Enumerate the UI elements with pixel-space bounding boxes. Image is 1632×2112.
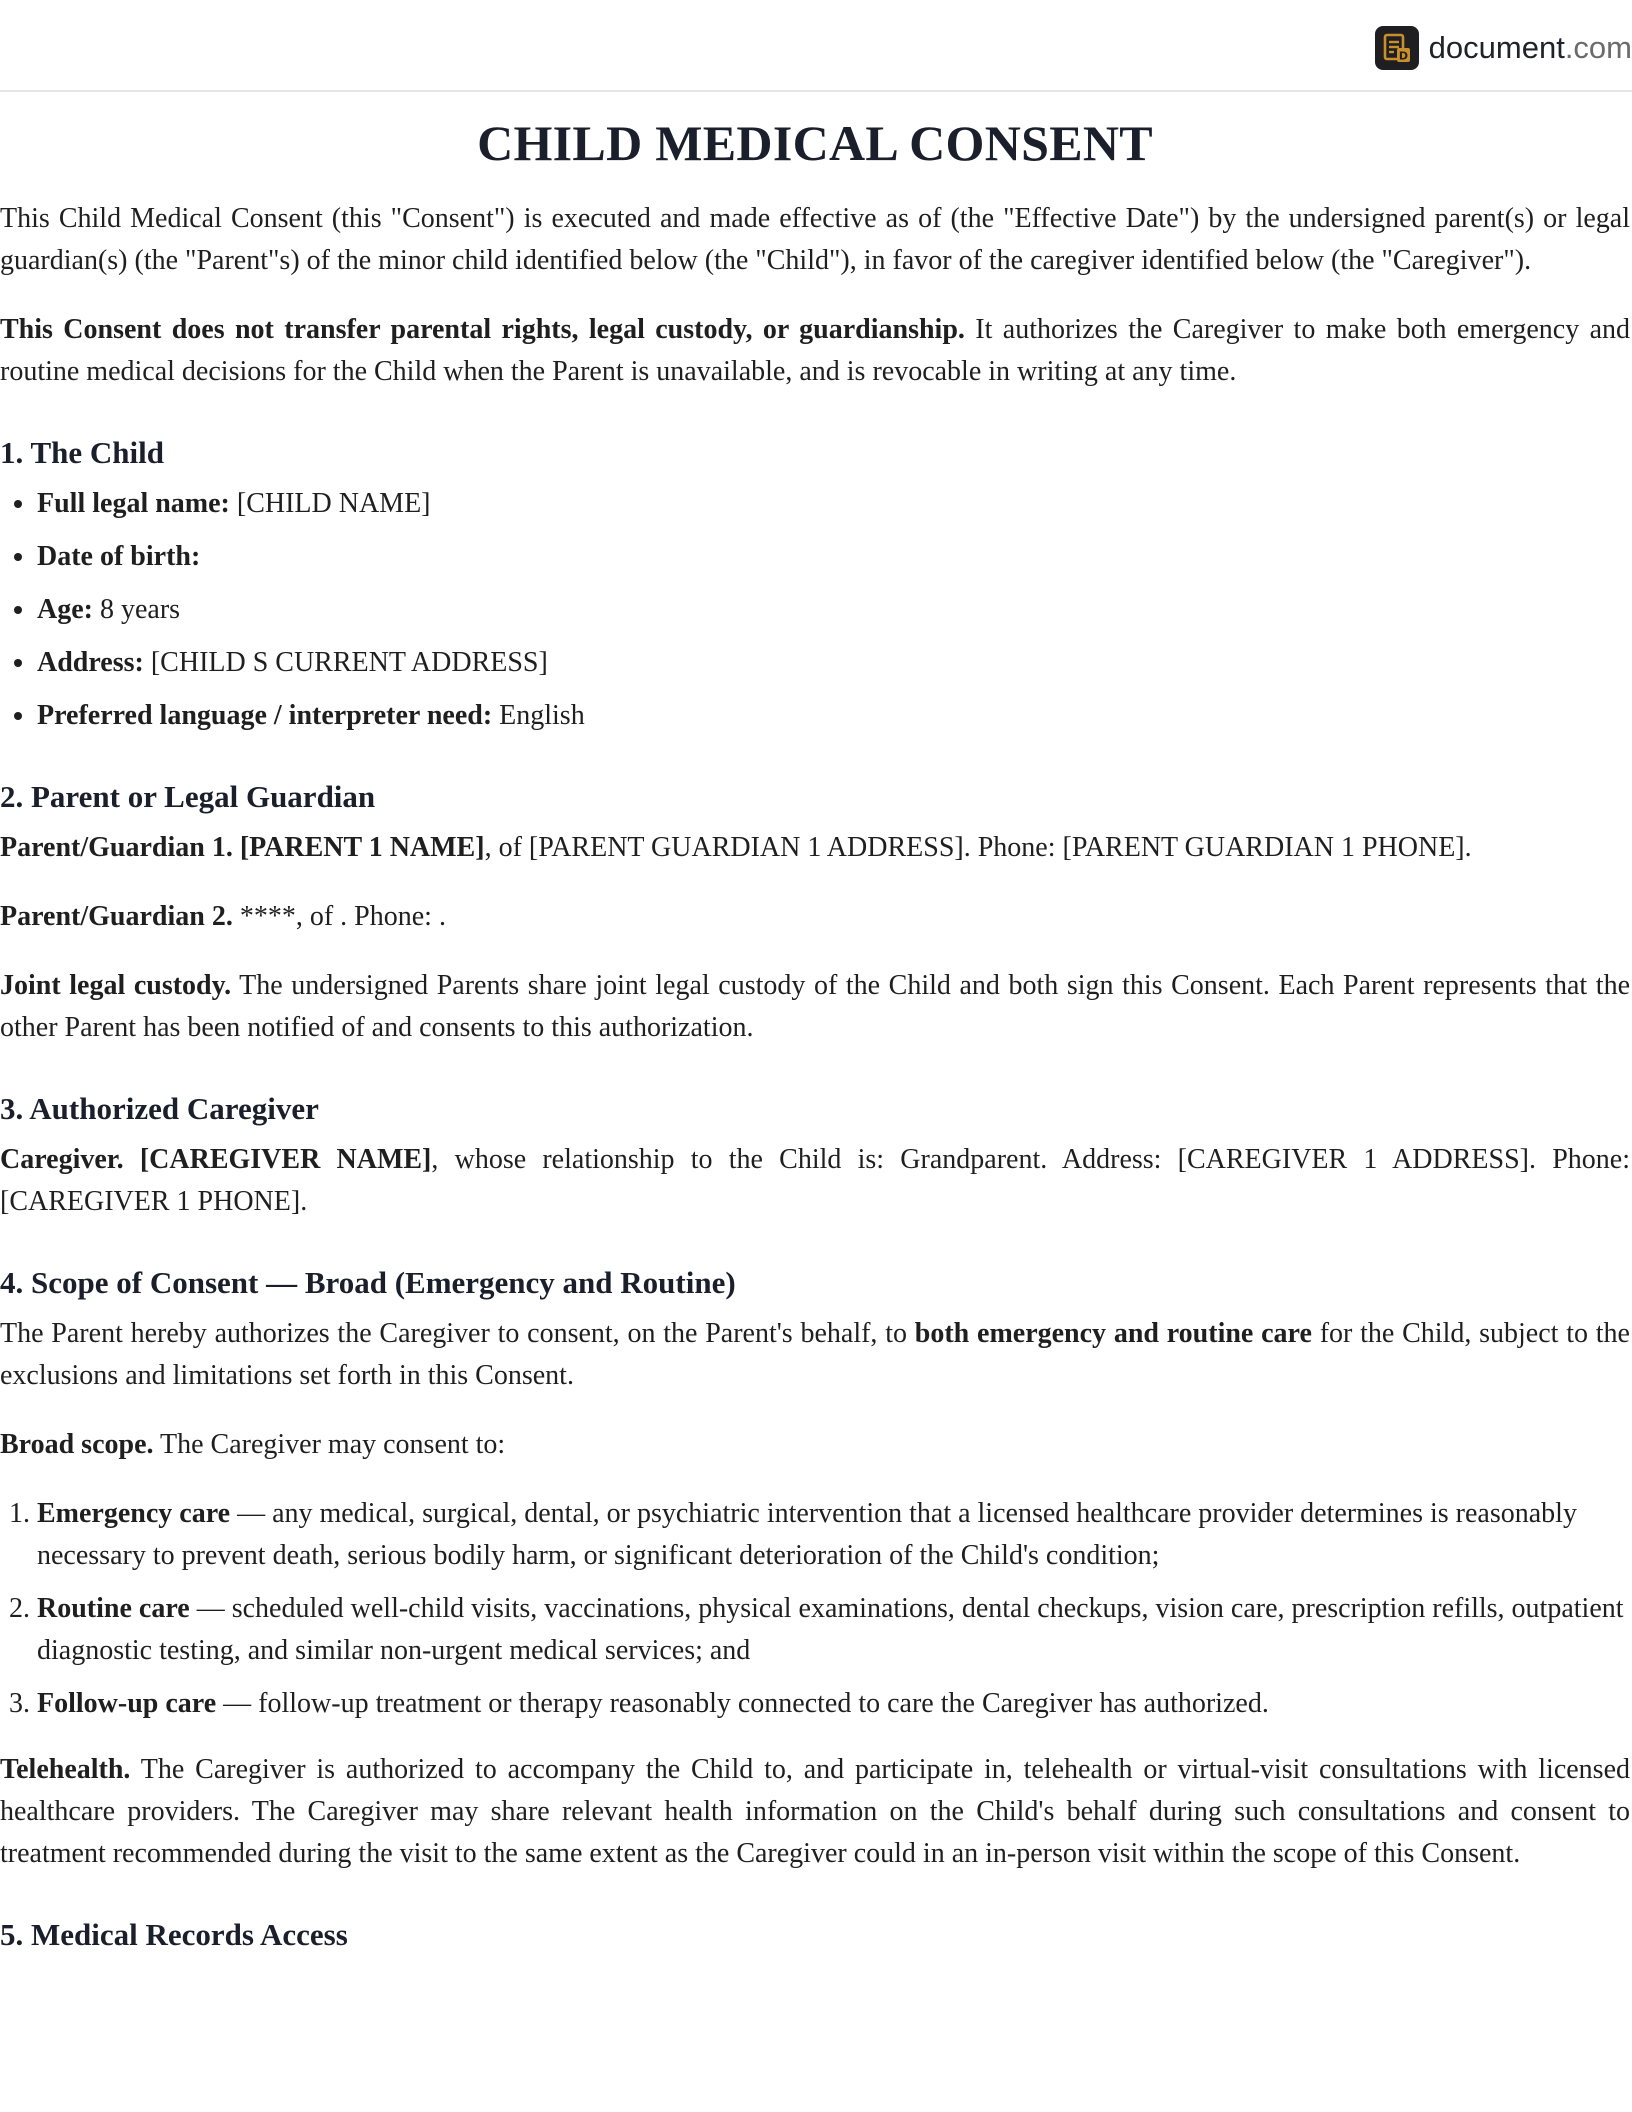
broad-scope-paragraph — [0, 1424, 1630, 1466]
brand-domain: .com — [1564, 30, 1632, 65]
child-details-list — [0, 483, 1630, 737]
item-label: Follow-up care — [37, 1688, 217, 1719]
telehealth-text: The Caregiver is authorized to accompany the Child to, and participate in, telehealth or virtual-visit consultations with licensed healthcare providers. The Caregiver may share relevant health information on the Child's behalf during such consultations and consent to treatment recommended during the visit to the same extent as the Caregiver could in an in-person visit within the scope of this Consent. — [0, 1754, 1630, 1869]
joint-custody-paragraph — [0, 965, 1630, 1049]
list-item — [37, 642, 1630, 684]
broad-scope-label: Broad scope. — [0, 1429, 154, 1460]
parent-2-text: ****, of . Phone: . — [232, 901, 446, 932]
item-value: — scheduled well-child visits, vaccinations, physical examinations, dental checkups, vision care, prescription refills, outpatient diagnostic testing, and similar non-urgent medical services; and — [37, 1593, 1624, 1666]
list-item — [37, 536, 1630, 578]
list-item — [37, 1683, 1630, 1725]
scope-bold: both emergency and routine care — [914, 1318, 1312, 1349]
caregiver-paragraph — [0, 1139, 1630, 1223]
intro-paragraph: This Child Medical Consent (this "Consent") is executed and made effective as of (the "Effective Date") by the undersigned parent(s) or legal guardian(s) (the "Parent"s) of the minor child identified below (the "Child"), in favor of the caregiver identified below (the "Caregiver"). — [0, 203, 1630, 276]
section-heading-parent: 2. Parent or Legal Guardian — [0, 779, 376, 814]
parent-2-label: Parent/Guardian 2. — [0, 901, 233, 932]
parent-1-paragraph — [0, 827, 1630, 869]
item-label: Full legal name: — [37, 488, 230, 519]
scope-text-a: The Parent hereby authorizes the Caregiver to consent, on the Parent's behalf, to — [0, 1318, 915, 1349]
list-item — [37, 695, 1630, 737]
item-value: English — [492, 700, 585, 731]
parent-1-label: Parent/Guardian 1. [PARENT 1 NAME] — [0, 832, 485, 863]
broad-scope-text: The Caregiver may consent to: — [153, 1429, 506, 1460]
brand-logo[interactable] — [1375, 26, 1632, 70]
telehealth-paragraph — [0, 1749, 1630, 1875]
section-heading-scope: 4. Scope of Consent — Broad (Emergency and Routine) — [0, 1265, 736, 1300]
parent-2-paragraph — [0, 896, 1630, 938]
list-item — [37, 1493, 1630, 1577]
item-value: — follow-up treatment or therapy reasonably connected to care the Caregiver has authorized. — [216, 1688, 1269, 1719]
document-title: CHILD MEDICAL CONSENT — [477, 115, 1153, 171]
parent-1-text: , of [PARENT GUARDIAN 1 ADDRESS]. Phone: [PARENT GUARDIAN 1 PHONE]. — [484, 832, 1472, 863]
scope-paragraph — [0, 1313, 1630, 1397]
item-value: [CHILD NAME] — [229, 488, 431, 519]
section-heading-child: 1. The Child — [0, 435, 164, 470]
scope-list — [0, 1493, 1630, 1725]
telehealth-label: Telehealth. — [0, 1754, 131, 1785]
notice-text: It authorizes the Caregiver to make both emergency and routine medical decisions for the Child when the Parent is unavailable, and is revocable in writing at any time. — [0, 314, 1630, 387]
section-heading-caregiver: 3. Authorized Caregiver — [0, 1091, 319, 1126]
item-value: — any medical, surgical, dental, or psychiatric intervention that a licensed healthcare provider determines is reasonably necessary to prevent death, serious bodily harm, or significant deterioration of the Child's condition; — [37, 1498, 1577, 1571]
list-item — [37, 589, 1630, 631]
item-label: Routine care — [37, 1593, 190, 1624]
joint-custody-text: The undersigned Parents share joint legal custody of the Child and both sign this Consent. Each Parent represents that the other Parent has been notified of and consents to this authorization. — [0, 970, 1630, 1043]
item-label: Preferred language / interpreter need: — [37, 700, 493, 731]
brand-name: document — [1428, 30, 1565, 65]
joint-custody-label: Joint legal custody. — [0, 970, 232, 1001]
item-label: Address: — [37, 647, 144, 678]
section-heading-records: 5. Medical Records Access — [0, 1917, 348, 1952]
notice-bold: This Consent does not transfer parental rights, legal custody, or guardianship. — [0, 314, 965, 345]
scope-text-b: for the Child, subject to the exclusions and limitations set forth in this Consent. — [0, 1318, 1630, 1391]
item-label: Emergency care — [37, 1498, 231, 1529]
top-bar — [0, 0, 1632, 92]
caregiver-text: , whose relationship to the Child is: Grandparent. Address: [CAREGIVER 1 ADDRESS]. Phone: [CAREGIVER 1 PHONE]. — [0, 1144, 1630, 1217]
list-item — [37, 1588, 1630, 1672]
caregiver-label: Caregiver. [CAREGIVER NAME] — [0, 1144, 432, 1175]
document-logo-icon — [1375, 26, 1419, 70]
item-value: 8 years — [92, 594, 181, 625]
item-label: Date of birth: — [37, 541, 201, 572]
item-label: Age: — [37, 594, 93, 625]
item-value: [CHILD S CURRENT ADDRESS] — [143, 647, 548, 678]
notice-paragraph — [0, 309, 1630, 393]
document-body — [0, 92, 1632, 1965]
svg-text:D: D — [1398, 49, 1408, 63]
list-item — [37, 483, 1630, 525]
